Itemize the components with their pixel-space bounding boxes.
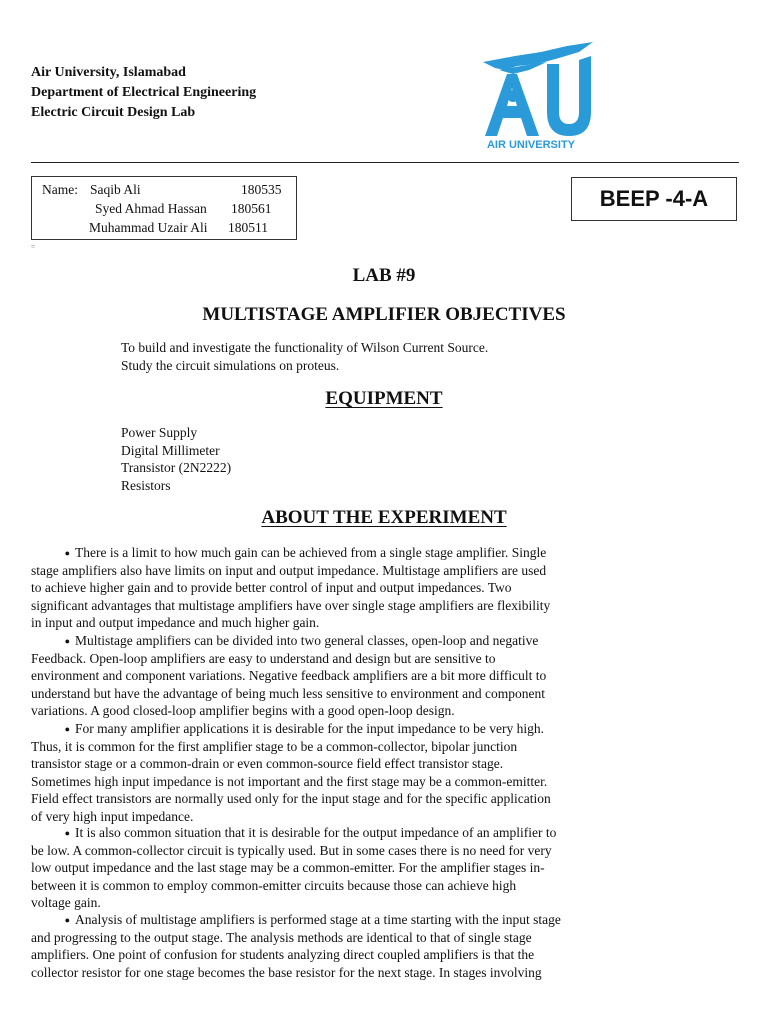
university-name: Air University, Islamabad — [31, 65, 186, 80]
student-row — [42, 218, 296, 237]
logo-emblem — [507, 90, 519, 102]
student-row — [42, 180, 296, 199]
group-code-box: BEEP -4-A — [571, 177, 737, 221]
list-text: Study the circuit simulations on proteus. — [121, 357, 340, 373]
paragraph-line: It is also common situation that it is desirable for the output impedance of an amplifier to — [75, 825, 557, 840]
paragraph — [31, 824, 621, 912]
bullet-icon: ● — [64, 548, 70, 559]
paragraph — [31, 632, 621, 720]
paragraph-line: and progressing to the output stage. The analysis methods are identical to that of single stage — [31, 929, 532, 945]
equipment-heading: EQUIPMENT — [325, 388, 443, 409]
bullet-icon: ● — [64, 828, 70, 839]
paragraph-line: collector resistor for one stage becomes the base resistor for the next stage. In stages involving — [31, 964, 542, 980]
department-name: Department of Electrical Engineering — [31, 85, 257, 100]
paragraph — [31, 720, 621, 825]
list-text: To build and investigate the functionality of Wilson Current Source. — [121, 340, 489, 355]
paragraph-line: significant advantages that multistage amplifiers have over single stage amplifiers are flexibility — [31, 597, 551, 613]
paragraph-line: Sometimes high input impedance is not important and the first stage may be a common-emitter. — [31, 773, 548, 789]
paragraph-line: voltage gain. — [31, 895, 101, 910]
logo-text: AIR UNIVERSITY — [486, 139, 576, 151]
paragraph-line: transistor stage or a common-drain or even common-source field effect transistor stage. — [31, 756, 504, 771]
paragraph-line: be low. A common-collector circuit is typically used. But in some cases there is no need for very — [31, 842, 552, 858]
bullet-icon: ● — [64, 915, 70, 926]
list-text: Resistors — [121, 477, 171, 493]
list-text: Transistor (2N2222) — [121, 460, 232, 475]
lab-name: Electric Circuit Design Lab — [31, 105, 196, 120]
lab-title: LAB #9 — [352, 265, 416, 286]
student-id: 180561 — [231, 201, 272, 216]
paragraph-line: low output impedance and the last stage may be a common-emitter. For the amplifier stages in- — [31, 860, 545, 875]
logo-letter-a — [485, 74, 539, 136]
paragraph-line: There is a limit to how much gain can be achieved from a single stage amplifier. Single — [75, 545, 547, 560]
student-names-box — [31, 176, 297, 240]
student-name: Muhammad Uzair Ali — [89, 220, 208, 235]
paragraph-line: environment and component variations. Negative feedback amplifiers are a bit more difficult to — [31, 668, 547, 683]
paragraph-line: to achieve higher gain and to provide better control of input and output impedances. Two — [31, 580, 512, 595]
about-heading: ABOUT THE EXPERIMENT — [261, 507, 507, 528]
paragraph-line: Analysis of multistage amplifiers is performed stage at a time starting with the input stage — [75, 912, 561, 927]
institution-header — [31, 63, 256, 123]
list-text: Digital Millimeter — [121, 442, 220, 458]
student-id: 180535 — [241, 182, 282, 197]
paragraph-line: amplifiers. One point of confusion for students analyzing direct coupled amplifiers is that the — [31, 947, 535, 962]
paragraph-line: Feedback. Open-loop amplifiers are easy to understand and design but are sensitive to — [31, 650, 496, 666]
logo-letter-u — [547, 56, 591, 136]
stray-mark: = — [31, 243, 35, 251]
objectives-heading: MULTISTAGE AMPLIFIER OBJECTIVES — [202, 304, 566, 325]
paragraph-line: For many amplifier applications it is desirable for the input impedance to be very high. — [75, 721, 544, 736]
name-label: Name: — [42, 182, 78, 197]
paragraph — [31, 911, 621, 981]
student-id: 180511 — [228, 220, 268, 235]
student-row — [42, 199, 296, 218]
paragraph — [31, 544, 621, 632]
bullet-icon: ● — [64, 724, 70, 735]
paragraph-line: Multistage amplifiers can be divided into two general classes, open-loop and negative — [75, 633, 539, 648]
list-text: Power Supply — [121, 425, 198, 440]
header-divider — [31, 162, 739, 163]
bullet-icon: ● — [64, 636, 70, 647]
paragraph-line: of very high input impedance. — [31, 808, 194, 824]
paragraph-line: in input and output impedance and much higher gain. — [31, 615, 320, 630]
paragraph-line: variations. A good closed-loop amplifier begins with a good open-loop design. — [31, 703, 455, 718]
paragraph-line: Field effect transistors are normally used only for the input stage and for the specific application — [31, 791, 551, 806]
paragraph-line: between it is common to employ common-emitter circuits because those can achieve high — [31, 877, 517, 893]
paragraph-line: understand but have the advantage of being much less sensitive to environment and component — [31, 685, 545, 701]
student-name: Syed Ahmad Hassan — [95, 201, 207, 216]
student-name: Saqib Ali — [90, 182, 141, 197]
air-university-logo — [455, 40, 600, 152]
paragraph-line: stage amplifiers also have limits on input and output impedance. Multistage amplifiers are used — [31, 562, 547, 578]
paragraph-line: Thus, it is common for the first amplifier stage to be a common-collector, bipolar junction — [31, 738, 518, 754]
